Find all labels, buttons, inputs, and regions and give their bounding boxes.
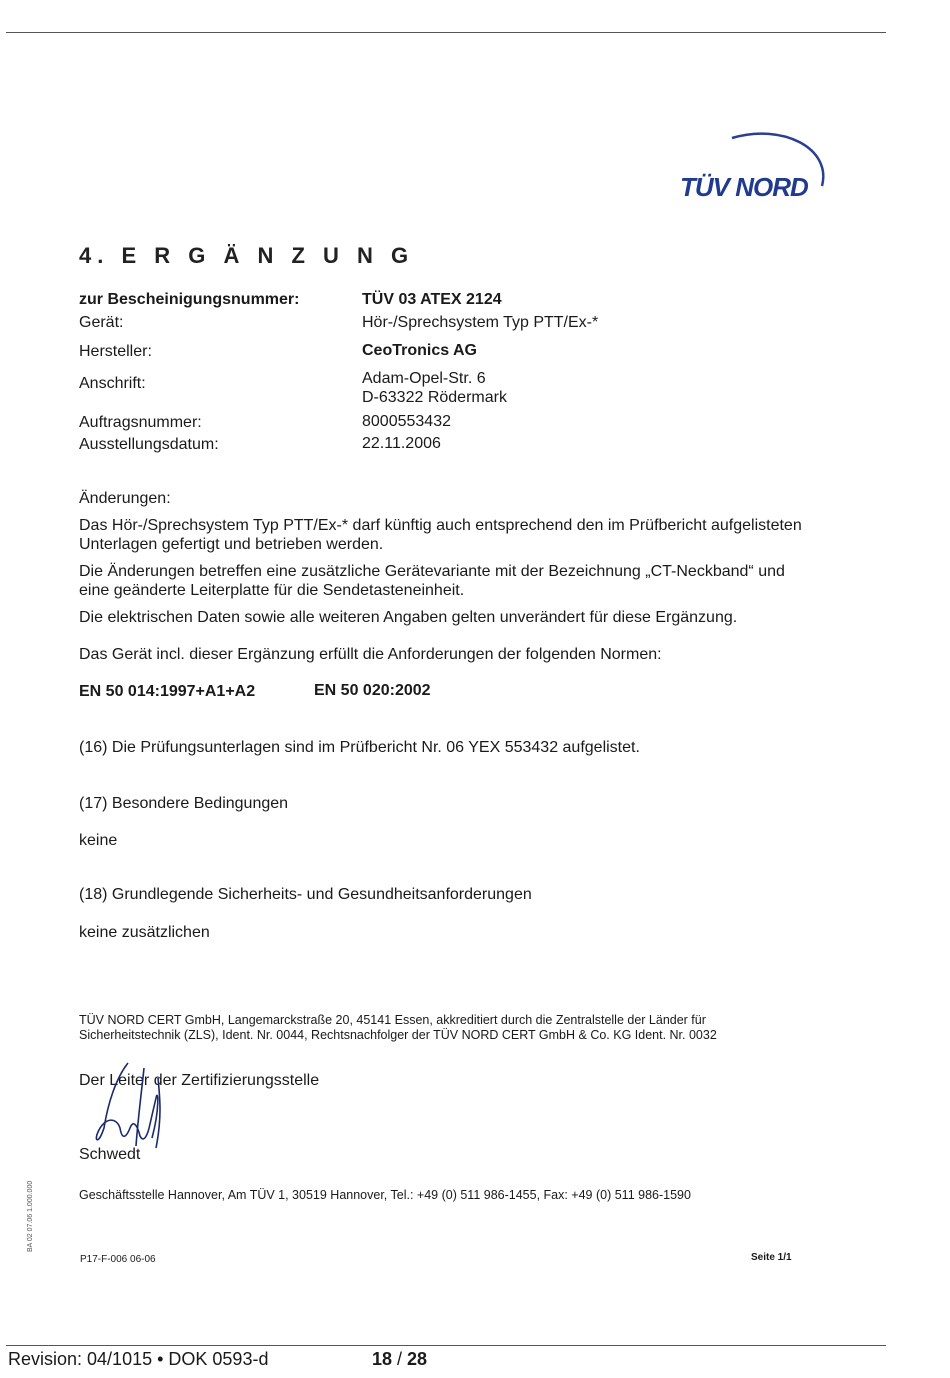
- device-label: Gerät:: [79, 314, 124, 331]
- section-18: (18) Grundlegende Sicherheits- und Gesundheitsanforderungen: [79, 886, 532, 903]
- norm-2: EN 50 020:2002: [314, 682, 431, 699]
- office-address: Geschäftsstelle Hannover, Am TÜV 1, 30519 Hannover, Tel.: +49 (0) 511 986-1455, Fax: +49 (0) 511 986-1590: [79, 1188, 691, 1202]
- footer-page-number: [372, 1349, 427, 1370]
- changes-label: Änderungen:: [79, 490, 171, 507]
- section-18-value: keine zusätzlichen: [79, 924, 210, 941]
- changes-paragraph-4: Das Gerät incl. dieser Ergänzung erfüllt die Anforderungen der folgenden Normen:: [79, 646, 662, 663]
- logo-text: TÜV NORD: [680, 172, 808, 202]
- handwritten-signature: [86, 1058, 176, 1158]
- device-value: Hör-/Sprechsystem Typ PTT/Ex-*: [362, 314, 599, 331]
- signature-title: Der Leiter der Zertifizierungsstelle: [79, 1072, 320, 1089]
- section-16: (16) Die Prüfungsunterlagen sind im Prüfbericht Nr. 06 YEX 553432 aufgelistet.: [79, 739, 640, 756]
- footer-revision: Revision: 04/1015 • DOK 0593-d: [8, 1349, 269, 1369]
- section-17: (17) Besondere Bedingungen: [79, 795, 289, 812]
- top-rule: [6, 32, 886, 33]
- changes-paragraph-2: Die Änderungen betreffen eine zusätzliche Gerätevariante mit der Bezeichnung „CT-Neckband“ und eine geänderte Leiterplatte für die Sendetasteneinheit.: [79, 563, 785, 599]
- date-label: Ausstellungsdatum:: [79, 436, 219, 453]
- bottom-rule: [6, 1345, 886, 1346]
- page-current: 18: [372, 1349, 393, 1369]
- section-17-value: keine: [79, 832, 118, 849]
- manufacturer-label: Hersteller:: [79, 343, 152, 360]
- certificate-value: TÜV 03 ATEX 2124: [362, 291, 502, 308]
- order-value: 8000553432: [362, 413, 451, 430]
- date-value: 22.11.2006: [362, 435, 441, 452]
- form-code: P17-F-006 06-06: [80, 1254, 156, 1265]
- tuv-nord-logo: [672, 128, 832, 208]
- side-code: BA 02 07.06 1.000.000: [27, 1180, 34, 1252]
- signatory-name: Schwedt: [79, 1146, 141, 1163]
- address-label: Anschrift:: [79, 375, 146, 392]
- page-total: 28: [407, 1349, 428, 1369]
- page-label: Seite 1/1: [751, 1252, 792, 1263]
- cert-body-text: TÜV NORD CERT GmbH, Langemarckstraße 20, 45141 Essen, akkreditiert durch die Zentralstelle der Länder für Sicherheitstechnik (ZLS), Ident. Nr. 0044, Rechtsnachfolger der TÜV NORD CERT GmbH & Co. KG Ident. Nr. 0032: [79, 1013, 717, 1042]
- order-label: Auftragsnummer:: [79, 414, 202, 431]
- norm-1: EN 50 014:1997+A1+A2: [79, 683, 256, 700]
- changes-paragraph-3: Die elektrischen Daten sowie alle weiteren Angaben gelten unverändert für diese Ergänzung.: [79, 609, 738, 626]
- address-line1: Adam-Opel-Str. 6: [362, 370, 486, 387]
- changes-paragraph-1: Das Hör-/Sprechsystem Typ PTT/Ex-* darf künftig auch entsprechend den im Prüfbericht aufgelisteten Unterlagen gefertigt und betrieben werden.: [79, 517, 802, 553]
- certificate-label: zur Bescheinigungsnummer:: [79, 291, 300, 308]
- address-line2: D-63322 Rödermark: [362, 389, 507, 406]
- manufacturer-value: CeoTronics AG: [362, 342, 477, 359]
- page-heading: 4. E R G Ä N Z U N G: [79, 243, 415, 268]
- page-separator: /: [392, 1349, 408, 1369]
